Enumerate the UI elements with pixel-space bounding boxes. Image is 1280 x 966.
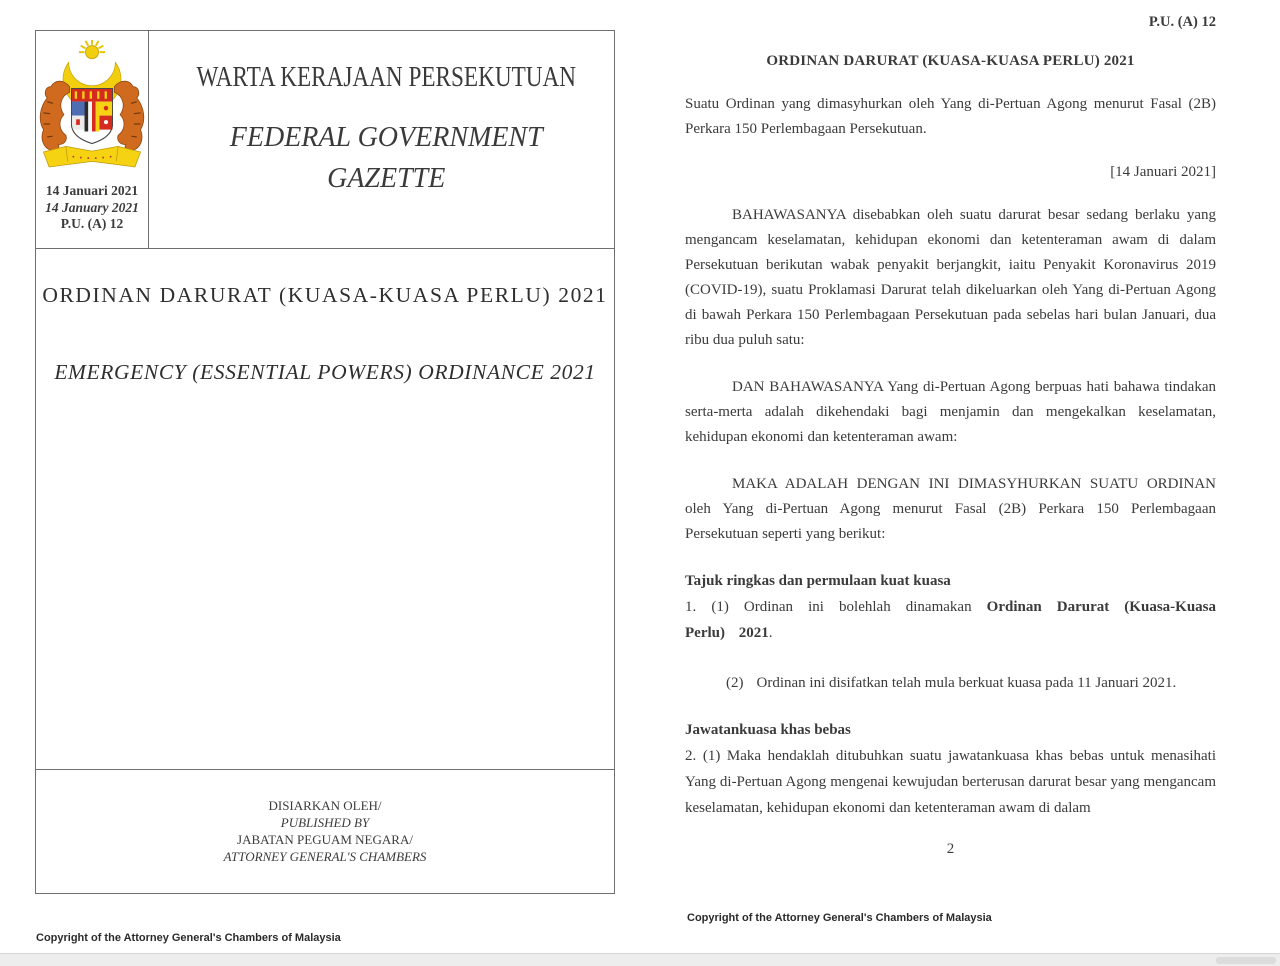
malaysia-coat-of-arms-icon: [36, 40, 148, 180]
recital-1: BAHAWASANYA disebabkan oleh suatu darurat besar sedang berlaku yang mengancam keselamatan, kehidupan ekonomi dan ketenteraman awam di dalam Persekutuan berikutan wabak penyakit berjangkit, iaitu Penyakit Koronavirus 2019 (COVID-19), suatu Proklamasi Darurat telah dikeluarkan oleh Yang di-Pertuan Agong di bawah Perkara 150 Perlembagaan Persekutuan pada sebelas hari bulan Januari, dua ribu dua puluh satu:: [685, 207, 1216, 348]
section-1-subsection-2: [685, 670, 1216, 696]
crest-shield: [71, 89, 112, 144]
subsection-2-number: (2): [726, 675, 744, 691]
subsection-1-number: (1): [711, 599, 729, 615]
ordinance-short-title-bold: Ordinan Darurat (Kuasa-Kuasa Perlu) 2021: [685, 599, 1216, 641]
section-2-number: 2.: [685, 748, 697, 764]
copyright-notice-right: Copyright of the Attorney General's Chambers of Malaysia: [687, 912, 992, 924]
cover-title-area: [36, 249, 614, 770]
publisher-line-ms1: DISIARKAN OLEH/: [268, 798, 382, 813]
section-2-text: Maka hendaklah ditubuhkan suatu jawatankuasa khas bebas untuk menasihati Yang di-Pertuan Agong mengenai kewujudan berterusan darurat besar yang mengancam keselamatan, kehidupan ekonomi dan ketenteraman awam di dalam: [685, 748, 1217, 816]
section-2-heading: Jawatankuasa khas bebas: [685, 722, 851, 738]
section-2-subsection-1: [685, 743, 1216, 821]
copyright-notice-left: Copyright of the Attorney General's Chambers of Malaysia: [36, 932, 341, 944]
section-1-subsection-1: [685, 594, 1216, 646]
masthead-english-line1: FEDERAL GOVERNMENT: [229, 122, 543, 153]
masthead-english: [149, 118, 623, 199]
issue-date-en: 14 January 2021: [45, 199, 139, 215]
publisher-line-ms2: JABATAN PEGUAM NEGARA/: [237, 832, 413, 847]
issue-date-ms: 14 Januari 2021: [45, 183, 139, 198]
subsection-2-text: Ordinan ini disifatkan telah mula berkuat kuasa pada 11 Januari 2021.: [756, 675, 1177, 691]
page-number: 2: [946, 841, 955, 857]
section-1-heading: Tajuk ringkas dan permulaan kuat kuasa: [685, 573, 951, 589]
gazette-number-header: P.U. (A) 12: [1148, 14, 1216, 30]
publisher-line-en2: ATTORNEY GENERAL'S CHAMBERS: [223, 849, 427, 864]
masthead-english-line2: GAZETTE: [327, 162, 446, 194]
horizontal-scrollbar[interactable]: [0, 953, 1280, 966]
ordinance-title-english: EMERGENCY (ESSENTIAL POWERS) ORDINANCE 2021: [54, 360, 596, 384]
masthead-malay: WARTA KERAJAAN PERSEKUTUAN: [196, 61, 577, 93]
crest-cell: [36, 31, 149, 248]
ordinance-title-malay: ORDINAN DARURAT (KUASA-KUASA PERLU) 2021: [42, 283, 608, 307]
subsection-1-text: Ordinan ini bolehlah dinamakan: [743, 599, 972, 615]
gazette-cover-frame: [35, 30, 615, 894]
promulgation-date: [14 Januari 2021]: [1110, 164, 1216, 180]
scrollbar-thumb[interactable]: [1216, 957, 1276, 964]
gazette-number: P.U. (A) 12: [60, 216, 124, 231]
document-heading: ORDINAN DARURAT (KUASA-KUASA PERLU) 2021: [766, 53, 1135, 69]
recital-2: DAN BAHAWASANYA Yang di-Pertuan Agong berpuas hati bahawa tindakan serta-merta adalah dikehendaki bagi menjamin dan mengekalkan keselamatan, kehidupan ekonomi dan ketenteraman awam:: [685, 379, 1216, 445]
masthead-cell: [149, 31, 623, 248]
crest-sun: [85, 46, 98, 59]
publisher-block: [36, 770, 614, 893]
content-page: [685, 0, 1216, 858]
subsection-1-period: .: [768, 625, 773, 641]
enacting-clause: MAKA ADALAH DENGAN INI DIMASYHURKAN SUATU ORDINAN oleh Yang di-Pertuan Agong menurut Fasal (2B) Perkara 150 Perlembagaan Persekutuan seperti yang berikut:: [685, 476, 1216, 542]
issue-date-block: [45, 183, 139, 233]
cover-header: [36, 31, 614, 249]
publisher-line-en1: PUBLISHED BY: [280, 815, 370, 830]
crest-ribbon: [43, 146, 140, 167]
preamble-paragraph: Suatu Ordinan yang dimasyhurkan oleh Yang di-Pertuan Agong menurut Fasal (2B) Perkara 150 Perlembagaan Persekutuan.: [685, 96, 1216, 137]
section-2-subsection-number: (1): [702, 748, 721, 764]
section-1-number: 1.: [685, 599, 697, 615]
